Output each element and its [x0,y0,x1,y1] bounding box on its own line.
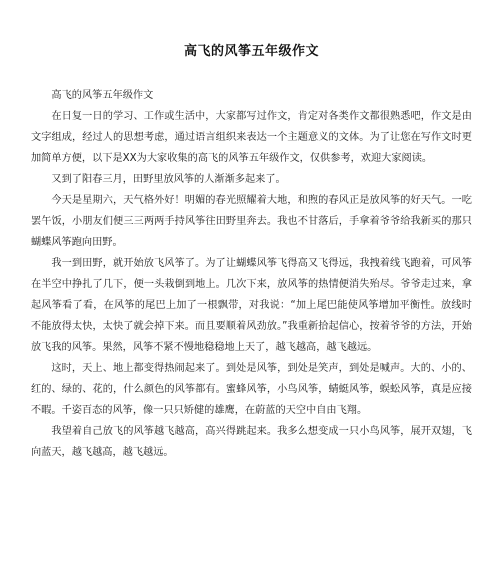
paragraph: 我一到田野，就开始放飞风筝了。为了让蝴蝶风筝飞得高又飞得远，我拽着线飞跑着，可风筝在半空中挣扎了几下，便一头栽倒到地上。几次下来，放风筝的热情便消失殆尽。爷爷走过来，拿起风筝看了看，在风筝的尾巴上加了一根飘带，对我说：“加上尾巴能使风筝增加平衡性。放线时不能放得太快，太快了就会掉下来。而且要顺着风劲放。”我重新拾起信心，按着爷爷的方法，开始放飞我的风筝。果然，风筝不紧不慢地稳稳地上天了，越飞越高，越飞越远。 [31,258,472,353]
paragraph: 我望着自己放飞的风筝越飞越高，高兴得跳起来。我多么想变成一只小鸟风筝，展开双翅，飞向蓝天，越飞越高，越飞越远。 [31,426,472,458]
document-title: 高飞的风筝五年级作文 [183,44,319,59]
document-body [31,85,472,463]
paragraph: 又到了阳春三月，田野里放风筝的人渐渐多起来了。 [51,174,286,185]
paragraph-subtitle: 高飞的风筝五年级作文 [51,90,154,101]
paragraph: 这时，天上、地上都变得热闹起来了。到处是风筝，到处是笑声，到处是喊声。大的、小的、红的、绿的、花的，什么颜色的风筝都有。蜜蜂风筝，小鸟风筝，蜻蜓风筝，蜈蚣风筝，真是应接不暇。千姿百态的风筝，像一只只矫健的雄鹰，在蔚蓝的天空中自由飞翔。 [31,363,472,416]
paragraph: 今天是星期六，天气格外好！明媚的春光照耀着大地，和煦的春风正是放风筝的好天气。一吃罢午饭，小朋友们便三三两两手持风筝往田野里奔去。我也不甘落后，手拿着爷爷给我新买的那只蝴蝶风筝跑向田野。 [31,195,472,248]
paragraph-intro: 在日复一日的学习、工作或生活中，大家都写过作文，肯定对各类作文都很熟悉吧，作文是由文字组成，经过人的思想考虑，通过语言组织来表达一个主题意义的文体。为了让您在写作文时更加简单方便，以下是XX为大家收集的高飞的风筝五年级作文，仅供参考，欢迎大家阅读。 [31,111,472,164]
